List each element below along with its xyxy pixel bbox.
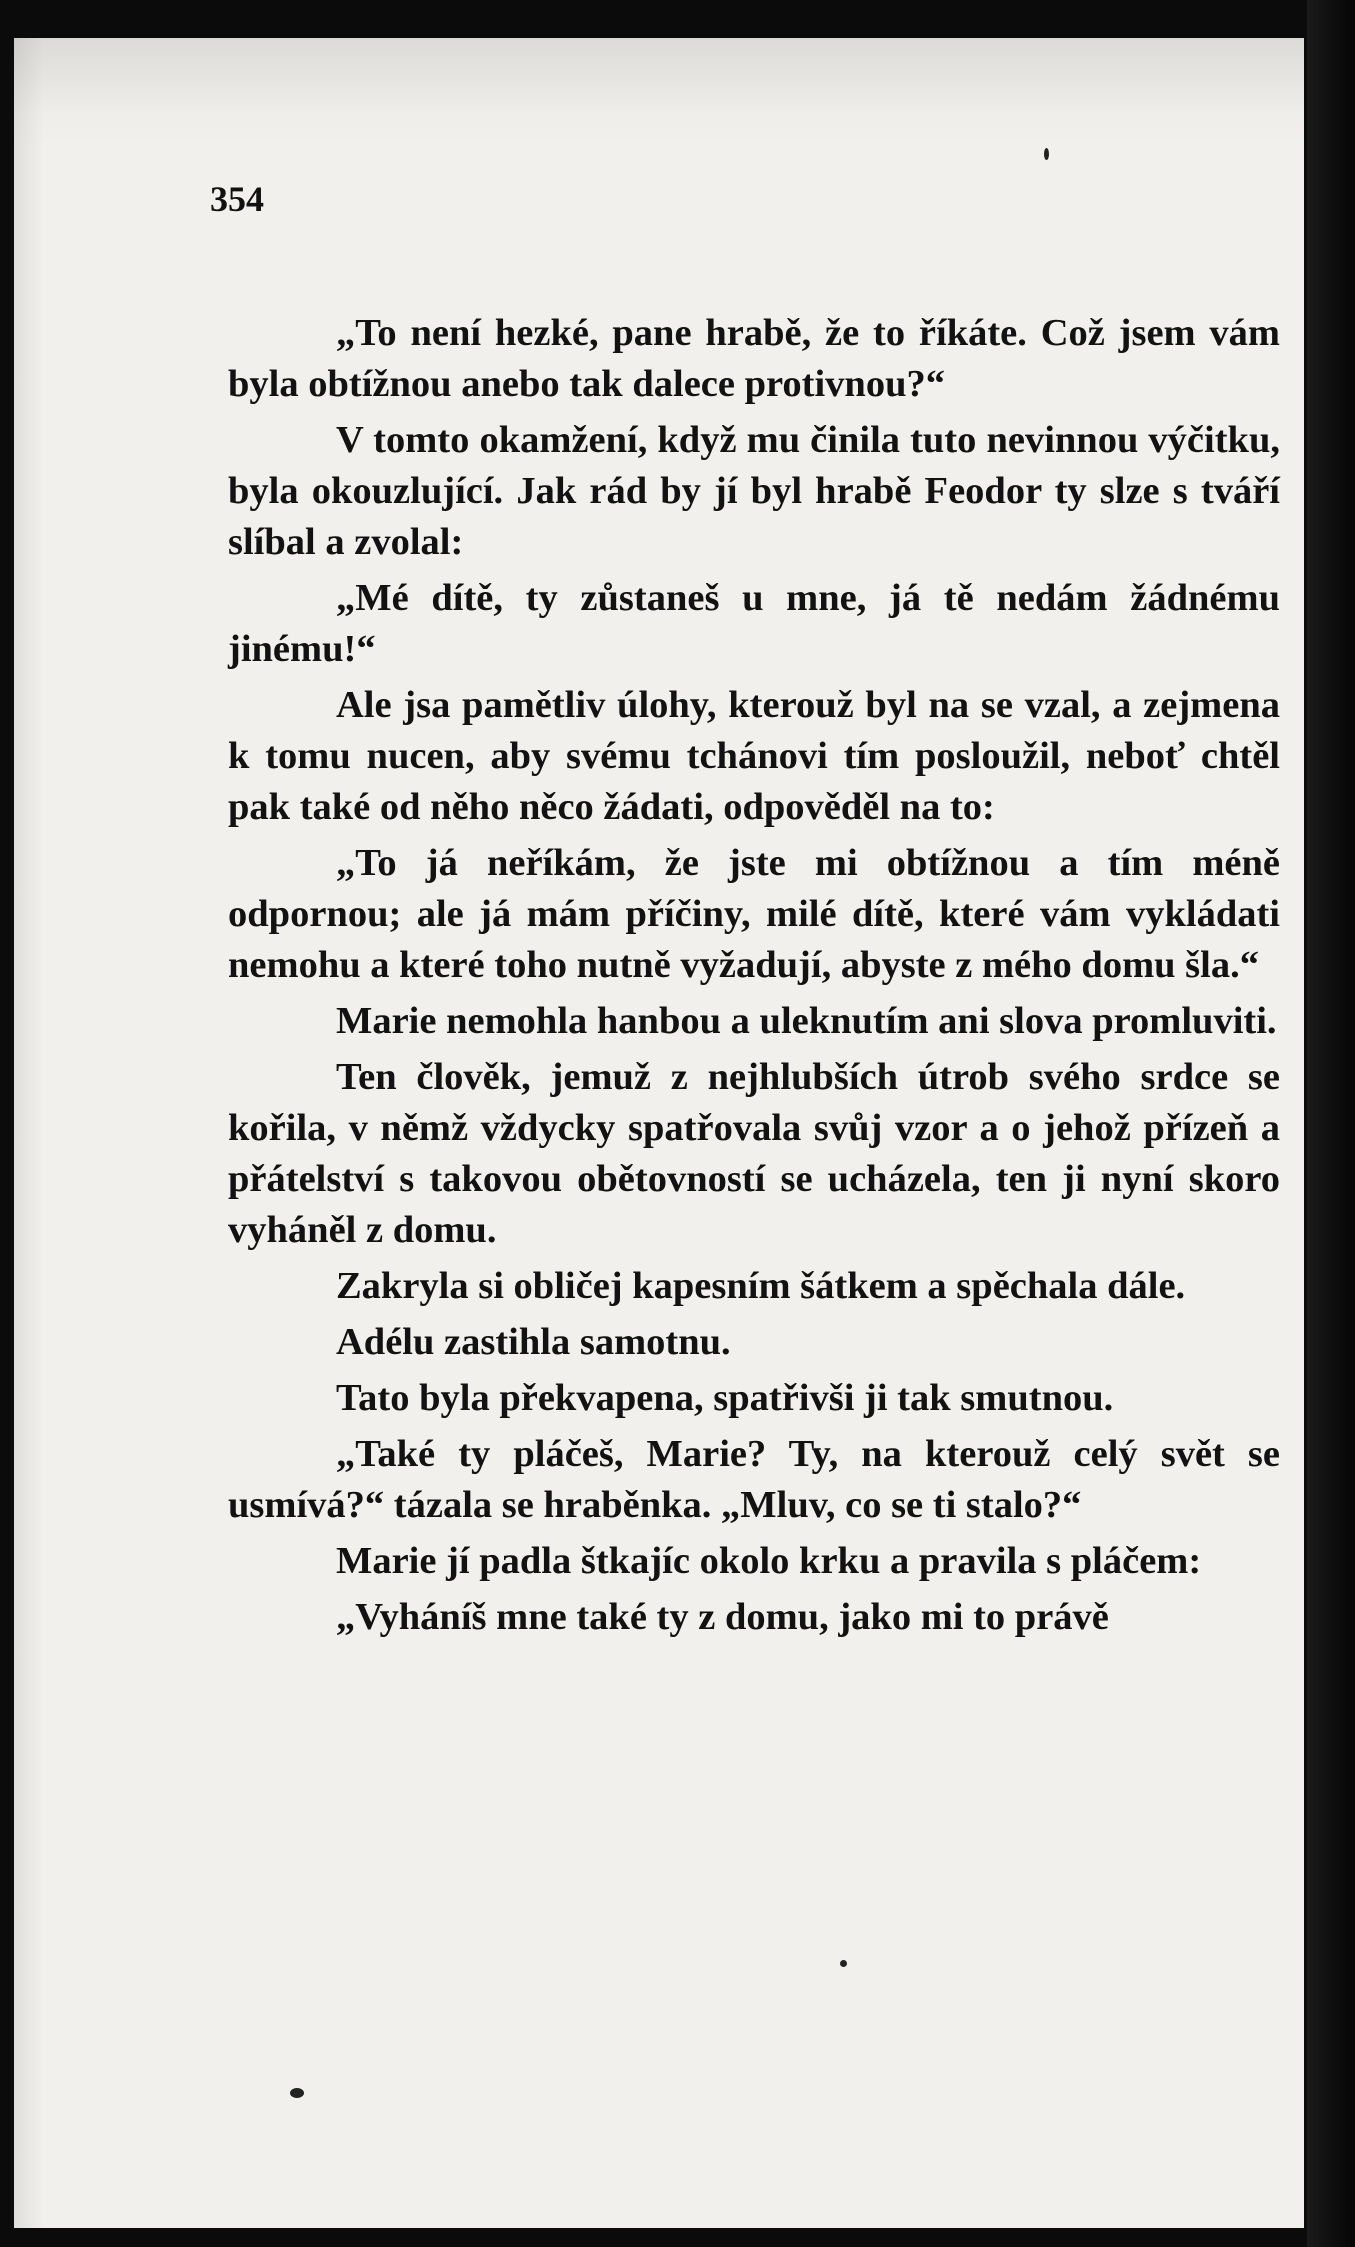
body-text xyxy=(228,308,1280,1648)
paragraph: Marie nemohla hanbou a uleknutím ani slova promluviti. xyxy=(336,1000,1277,1042)
page-number: 354 xyxy=(210,179,264,219)
paragraph: „To já neříkám, že jste mi obtížnou a tím méně odpornou; ale já mám příčiny, milé dítě, které vám vykládati nemohu a které toho nutně vyžadují, abyste z mého domu šla.“ xyxy=(228,842,1280,986)
paragraph: V tomto okamžení, když mu činila tuto nevinnou výčitku, byla okouzlující. Jak rád by jí byl hrabě Feodor ty slze s tváří slíbal a zvolal: xyxy=(228,419,1280,563)
paragraph: „Mé dítě, ty zůstaneš u mne, já tě nedám žádnému jinému!“ xyxy=(228,577,1280,670)
paragraph: Ten člověk, jemuž z nejhlubších útrob svého srdce se kořila, v němž vždycky spatřovala svůj vzor a o jehož přízeň a přátelství s takovou obětovností se ucházela, ten ji nyní skoro vyháněl z domu. xyxy=(228,1056,1280,1251)
paragraph: „Vyháníš mne také ty z domu, jako mi to právě xyxy=(336,1596,1109,1638)
paper-page xyxy=(14,38,1304,2228)
paragraph: Marie jí padla štkajíc okolo krku a pravila s pláčem: xyxy=(336,1540,1202,1582)
paragraph: Ale jsa pamětliv úlohy, kterouž byl na se vzal, a zejmena k tomu nucen, aby svému tchánovi tím posloužil, neboť chtěl pak také od něho něco žádati, odpověděl na to: xyxy=(228,684,1280,828)
paragraph: Tato byla překvapena, spatřivši ji tak smutnou. xyxy=(336,1377,1114,1419)
binding-edge xyxy=(1307,0,1355,2247)
ink-speck xyxy=(840,1960,847,1967)
paragraph: Zakryla si obličej kapesním šátkem a spěchala dále. xyxy=(336,1265,1186,1307)
paragraph: Adélu zastihla samotnu. xyxy=(336,1321,731,1363)
ink-speck xyxy=(1044,148,1049,160)
paragraph: „To není hezké, pane hrabě, že to říkáte. Což jsem vám byla obtížnou anebo tak dalece protivnou?“ xyxy=(228,312,1280,405)
paragraph: „Také ty pláčeš, Marie? Ty, na kterouž celý svět se usmívá?“ tázala se hraběnka. „Mluv, co se ti stalo?“ xyxy=(228,1433,1280,1526)
ink-speck xyxy=(290,2088,304,2098)
